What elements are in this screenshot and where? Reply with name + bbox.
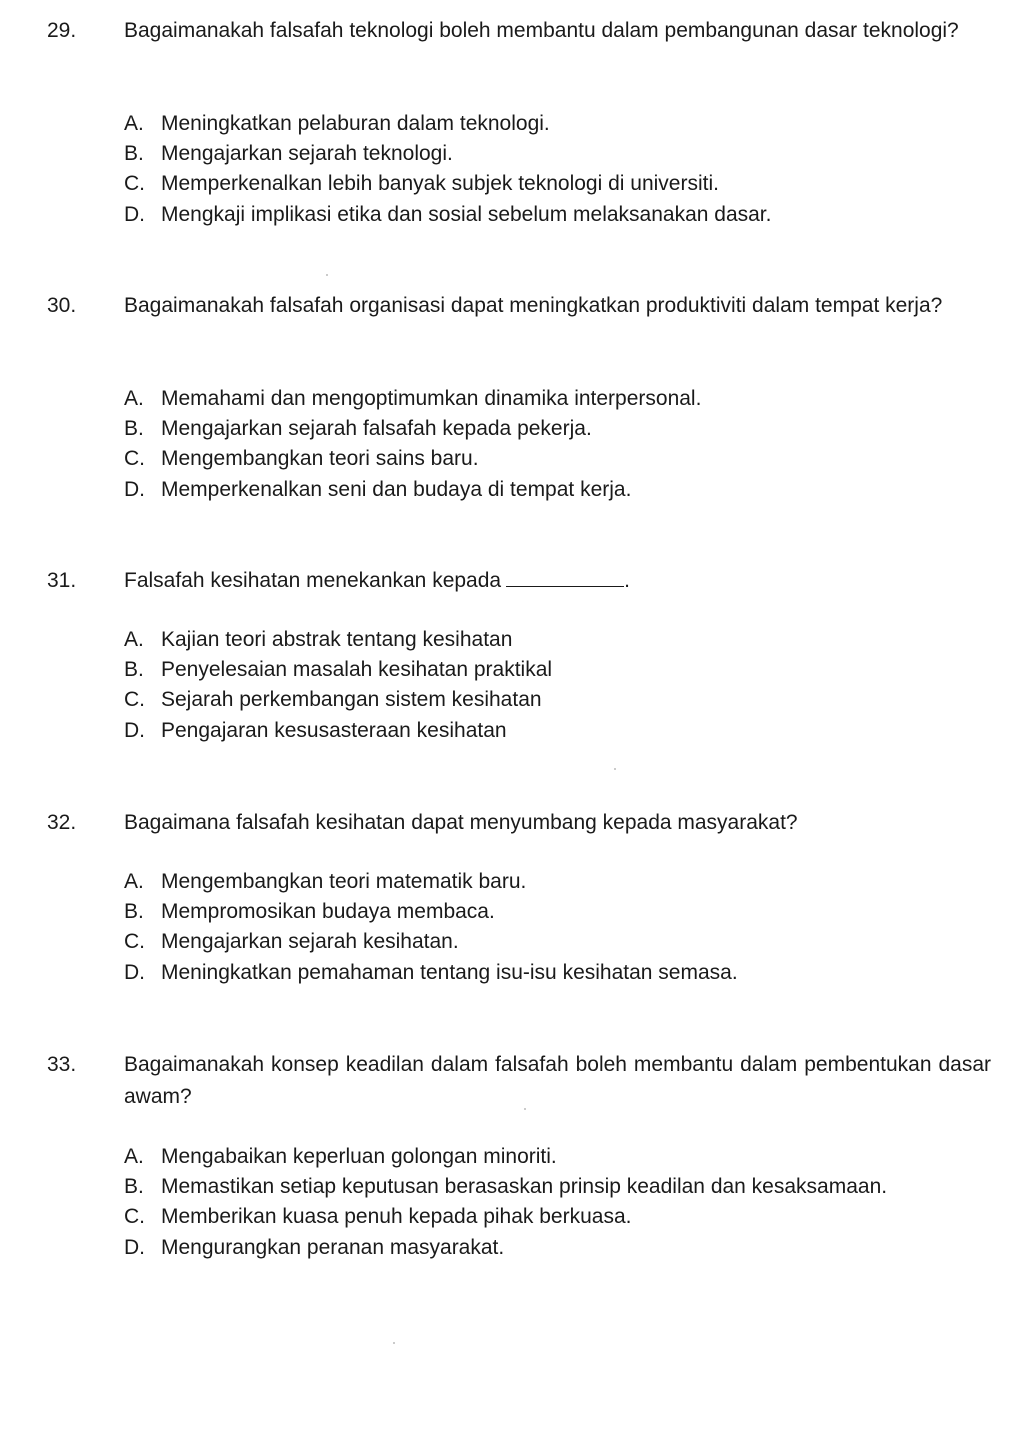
option-text: Sejarah perkembangan sistem kesihatan — [161, 688, 542, 712]
question-end-punctuation: . — [624, 569, 630, 592]
question-stem: Falsafah kesihatan menekankan kepada — [124, 569, 502, 592]
question-number: 29. — [47, 19, 77, 42]
option-b — [124, 1172, 887, 1202]
option-a — [124, 109, 771, 139]
option-text: Kajian teori abstrak tentang kesihatan — [161, 628, 513, 651]
question-number: 30. — [47, 294, 77, 317]
option-text: Memperkenalkan seni dan budaya di tempat kerja. — [161, 477, 632, 501]
scan-speck — [326, 274, 328, 276]
question-text — [124, 565, 991, 597]
option-text: Mengajarkan sejarah kesihatan. — [161, 930, 459, 954]
question-text: Bagaimanakah konsep keadilan dalam falsafah boleh membantu dalam pembentukan dasar awam? — [124, 1053, 991, 1108]
option-text: Mengabaikan keperluan golongan minoriti. — [161, 1145, 557, 1168]
question-number: 33. — [47, 1053, 77, 1076]
scan-speck — [393, 1342, 395, 1344]
option-text: Meningkatkan pemahaman tentang isu-isu kesihatan semasa. — [161, 960, 738, 984]
option-b — [124, 414, 701, 444]
option-c — [124, 927, 738, 957]
option-letter: A. — [124, 628, 144, 651]
answer-blank — [506, 566, 624, 587]
scan-speck — [614, 768, 616, 770]
option-d — [124, 475, 701, 505]
option-text: Mengajarkan sejarah falsafah kepada pekerja. — [161, 417, 592, 441]
question-text: Bagaimanakah falsafah organisasi dapat meningkatkan produktiviti dalam tempat kerja? — [124, 294, 943, 317]
option-c — [124, 169, 771, 199]
option-text: Mengembangkan teori sains baru. — [161, 447, 479, 471]
option-letter: A. — [124, 870, 144, 893]
option-letter: C. — [124, 172, 145, 196]
option-a — [124, 625, 552, 655]
option-a — [124, 1142, 887, 1172]
option-b — [124, 897, 738, 927]
option-b — [124, 655, 552, 685]
option-text: Mengurangkan peranan masyarakat. — [161, 1235, 505, 1259]
option-letter: D. — [124, 1235, 145, 1259]
option-text: Meningkatkan pelaburan dalam teknologi. — [161, 112, 550, 135]
option-text: Mengkaji implikasi etika dan sosial sebelum melaksanakan dasar. — [161, 202, 772, 226]
option-letter: B. — [124, 900, 144, 924]
option-letter: C. — [124, 1205, 145, 1229]
option-letter: A. — [124, 112, 144, 135]
option-list — [124, 625, 552, 746]
question-number: 32. — [47, 811, 77, 834]
option-text: Mengembangkan teori matematik baru. — [161, 870, 527, 893]
option-letter: A. — [124, 387, 144, 410]
option-text: Penyelesaian masalah kesihatan praktikal — [161, 658, 553, 682]
option-letter: B. — [124, 1175, 144, 1199]
option-c — [124, 1202, 887, 1232]
option-letter: B. — [124, 658, 144, 682]
option-letter: D. — [124, 718, 145, 742]
option-a — [124, 384, 701, 414]
option-text: Pengajaran kesusasteraan kesihatan — [161, 718, 507, 742]
option-letter: C. — [124, 930, 145, 954]
option-letter: D. — [124, 477, 145, 501]
option-c — [124, 444, 701, 474]
option-b — [124, 139, 771, 169]
option-d — [124, 1233, 887, 1263]
option-list — [124, 867, 738, 988]
option-d — [124, 716, 552, 746]
option-text: Memastikan setiap keputusan berasaskan prinsip keadilan dan kesaksamaan. — [161, 1175, 888, 1199]
option-c — [124, 685, 552, 715]
option-d — [124, 958, 738, 988]
question-text: Bagaimana falsafah kesihatan dapat menyumbang kepada masyarakat? — [124, 811, 798, 834]
option-letter: D. — [124, 960, 145, 984]
scan-speck — [524, 1108, 526, 1110]
option-text: Mempromosikan budaya membaca. — [161, 900, 495, 924]
option-d — [124, 200, 771, 230]
option-list — [124, 384, 701, 505]
option-list — [124, 109, 771, 230]
option-letter: B. — [124, 417, 144, 441]
option-letter: C. — [124, 447, 145, 471]
option-a — [124, 867, 738, 897]
option-text: Memperkenalkan lebih banyak subjek teknologi di universiti. — [161, 172, 719, 196]
option-text: Mengajarkan sejarah teknologi. — [161, 142, 453, 166]
option-text: Memahami dan mengoptimumkan dinamika interpersonal. — [161, 387, 702, 410]
option-letter: C. — [124, 688, 145, 712]
question-text: Bagaimanakah falsafah teknologi boleh membantu dalam pembangunan dasar teknologi? — [124, 19, 959, 42]
option-letter: D. — [124, 202, 145, 226]
option-letter: B. — [124, 142, 144, 166]
option-text: Memberikan kuasa penuh kepada pihak berkuasa. — [161, 1205, 632, 1229]
question-number: 31. — [47, 569, 77, 592]
option-list — [124, 1142, 887, 1263]
option-letter: A. — [124, 1145, 144, 1168]
